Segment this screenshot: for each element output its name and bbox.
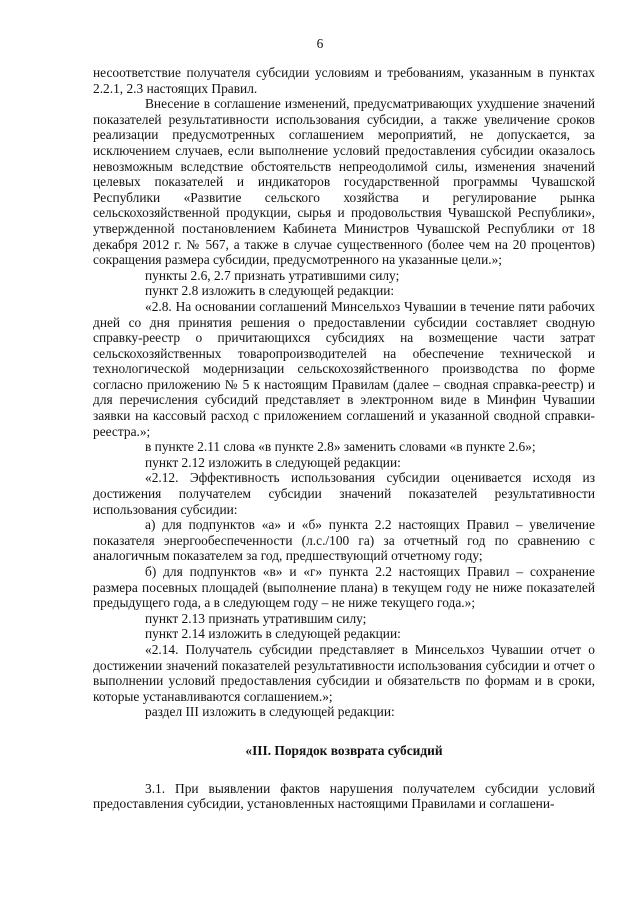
paragraph-point-2-14-intro: пункт 2.14 изложить в следующей редакции: <box>145 626 401 642</box>
paragraph-point-2-11: в пункте 2.11 слова «в пункте 2.8» заменить словами «в пункте 2.6»; <box>145 439 536 455</box>
paragraph-point-3-1: 3.1. При выявлении фактов нарушения получателем субсидии условий предоставления субсидии, установленных настоящими Правилами и соглашени- <box>93 780 595 812</box>
document-body <box>93 65 595 812</box>
paragraph-points-2-6-2-7: пункты 2.6, 2.7 признать утратившими силу; <box>145 267 400 283</box>
paragraph-point-2-12-text: «2.12. Эффективность использования субсидии оценивается исходя из достижения получателем субсидии значений показателей результативности использования субсидии: <box>93 470 595 517</box>
paragraph-subpoint-a: а) для подпунктов «а» и «б» пункта 2.2 настоящих Правил – увеличение показателя энергообеспеченности (л.с./100 га) за отчетный год по сравнению с аналогичным показателем за год, предшествующий отчетному году; <box>93 517 595 564</box>
paragraph-section-3-intro: раздел III изложить в следующей редакции: <box>145 704 395 720</box>
paragraph-agreement-changes: Внесение в соглашение изменений, предусматривающих ухудшение значений показателей результативности использования субсидии, а также увеличение сроков реализации предусмотренных соглашением мероприятий, не допускается, за исключением случаев, если выполнение условий предоставления субсидии оказалось невозможным вследствие обстоятельств непреодолимой силы, изменения значений целевых показателей и индикаторов государственной программы Чувашской Республики «Развитие сельского хозяйства и регулирование рынка сельскохозяйственной продукции, сырья и продовольствия Чувашской Республики», утвержденной постановлением Кабинета Министров Чувашской Республики от 18 декабря 2012 г. № 567, а также в случае существенного (более чем на 20 процентов) сокращения размера субсидии, предусмотренного на указанные цели.»; <box>93 96 595 268</box>
paragraph-point-2-8-text: «2.8. На основании соглашений Минсельхоз Чувашии в течение пяти рабочих дней со дня принятия решения о предоставлении субсидии составляет сводную справку-реестр о причитающихся субсидиях на возмещение части затрат сельскохозяйственных товаропроизводителей на обеспечение технической и технологической модернизации сельскохозяйственного производства по форме согласно приложению № 5 к настоящим Правилам (далее – сводная справка-реестр) и для перечисления субсидий представляет в электронном виде в Минфин Чувашии заявки на кассовый расход с приложением соглашений и указанной сводной справки-реестра.»; <box>93 298 595 439</box>
paragraph-point-2-12-intro: пункт 2.12 изложить в следующей редакции: <box>145 454 401 470</box>
paragraph-point-2-13: пункт 2.13 признать утратившим силу; <box>145 610 367 626</box>
paragraph-point-2-8-intro: пункт 2.8 изложить в следующей редакции: <box>145 283 395 299</box>
page-number: 6 <box>316 36 324 51</box>
paragraph-subpoint-b: б) для подпунктов «в» и «г» пункта 2.2 настоящих Правил – сохранение размера посевных площадей (выполнение плана) в текущем году не ниже показателей предыдущего года, а в следующем году – не ниже текущего года.»; <box>93 564 595 611</box>
paragraph-point-2-14-text: «2.14. Получатель субсидии представляет в Минсельхоз Чувашии отчет о достижении значений показателей результативности использования субсидии и отчет о выполнении условий предоставления субсидии и обязательств по формам и в сроки, которые устанавливаются соглашением.»; <box>93 641 595 704</box>
section-heading: «III. Порядок возврата субсидий <box>245 742 443 758</box>
paragraph-continuation: несоответствие получателя субсидии условиям и требованиям, указанным в пунктах 2.2.1, 2.3 настоящих Правил. <box>93 65 595 96</box>
